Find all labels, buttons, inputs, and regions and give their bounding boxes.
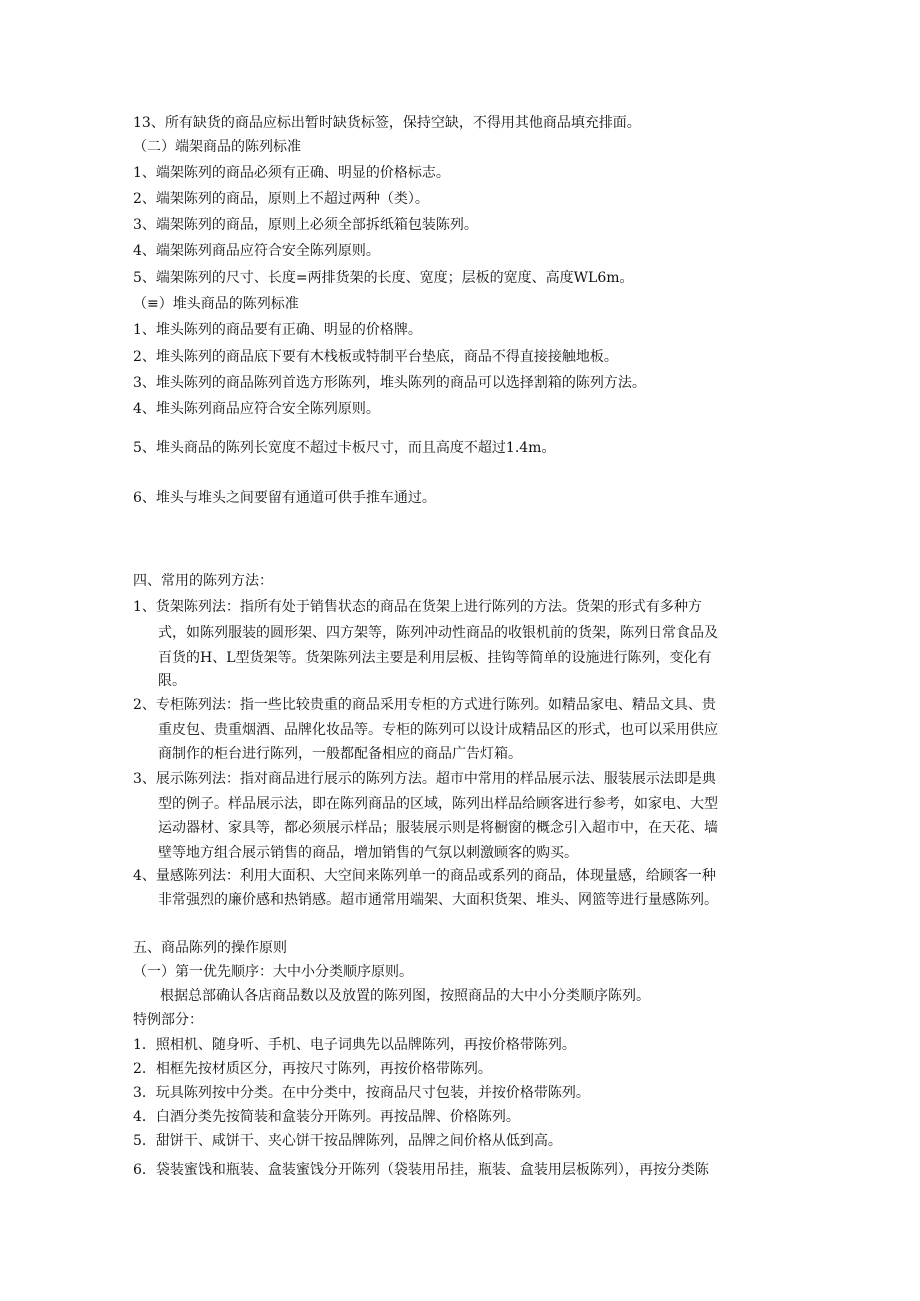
list-item: 1、堆头陈列的商品要有正确、明显的价格牌。 bbox=[133, 322, 422, 338]
section-heading: 五、商品陈列的操作原则 bbox=[133, 940, 287, 956]
list-item-continuation: 式，如陈列服装的圆形架、四方架等，陈列冲动性商品的收银机前的货架，陈列日常食品及 bbox=[158, 625, 718, 641]
list-item: 2、专柜陈列法：指一些比较贵重的商品采用专柜的方式进行陈列。如精品家电、精品文具、贵 bbox=[133, 697, 716, 713]
list-item: 1．照相机、随身听、手机、电子词典先以品牌陈列，再按价格带陈列。 bbox=[133, 1037, 576, 1053]
list-item-continuation: 运动器材、家具等，都必须展示样品；服装展示则是将橱窗的概念引入超市中，在天花、墙 bbox=[158, 820, 718, 836]
list-item-continuation: 商制作的柜台进行陈列，一般都配备相应的商品广告灯箱。 bbox=[158, 746, 522, 762]
list-item-continuation: 型的例子。样品展示法，即在陈列商品的区域，陈列出样品给顾客进行参考，如家电、大型 bbox=[158, 796, 718, 812]
list-item: 6．袋装蜜饯和瓶装、盒装蜜饯分开陈列（袋装用吊挂，瓶装、盒装用层板陈列），再按分类陈 bbox=[133, 1162, 709, 1178]
list-item: 5、堆头商品的陈列长宽度不超过卡板尺寸，而且高度不超过1.4m。 bbox=[133, 440, 556, 456]
list-item-continuation: 百货的H、L型货架等。货架陈列法主要是利用层板、挂钩等简单的设施进行陈列，变化有 bbox=[158, 650, 712, 666]
section-heading: （二）端架商品的陈列标准 bbox=[133, 139, 301, 155]
list-item: 5、端架陈列的尺寸、长度=两排货架的长度、宽度；层板的宽度、高度WL6m。 bbox=[133, 270, 634, 286]
list-item: 3、展示陈列法：指对商品进行展示的陈列方法。超市中常用的样品展示法、服装展示法即是典 bbox=[133, 771, 716, 787]
list-item-continuation: 壁等地方组合展示销售的商品，增加销售的气氛以刺激顾客的购买。 bbox=[158, 845, 578, 861]
list-item: 2、端架陈列的商品，原则上不超过两种（类）。 bbox=[133, 191, 429, 207]
list-item: 1、货架陈列法：指所有处于销售状态的商品在货架上进行陈列的方法。货架的形式有多种方 bbox=[133, 599, 702, 615]
list-item: 4、端架陈列商品应符合安全陈列原则。 bbox=[133, 243, 380, 259]
sub-heading: （一）第一优先顺序：大中小分类顺序原则。 bbox=[133, 964, 413, 980]
list-item: 1、端架陈列的商品必须有正确、明显的价格标志。 bbox=[133, 165, 450, 181]
list-item-continuation: 重皮包、贵重烟酒、品牌化妆品等。专柜的陈列可以设计成精品区的形式，也可以采用供应 bbox=[158, 722, 718, 738]
list-item: 4．白酒分类先按简装和盒装分开陈列。再按品牌、价格陈列。 bbox=[133, 1109, 520, 1125]
text-line: 13、所有缺货的商品应标出暂时缺货标签，保持空缺，不得用其他商品填充排面。 bbox=[133, 115, 641, 131]
list-item: 4、量感陈列法：利用大面积、大空间来陈列单一的商品或系列的商品，体现量感，给顾客一种 bbox=[133, 868, 716, 884]
list-item: 3．玩具陈列按中分类。在中分类中，按商品尺寸包装，并按价格带陈列。 bbox=[133, 1085, 590, 1101]
section-heading: 四、常用的陈列方法： bbox=[133, 573, 273, 589]
list-item-continuation: 非常强烈的廉价感和热销感。超市通常用端架、大面积货架、堆头、网篮等进行量感陈列。 bbox=[158, 892, 718, 908]
section-heading: （≡）堆头商品的陈列标准 bbox=[133, 296, 299, 312]
sub-heading: 特例部分： bbox=[133, 1012, 203, 1028]
paragraph: 根据总部确认各店商品数以及放置的陈列图，按照商品的大中小分类顺序陈列。 bbox=[160, 988, 650, 1004]
list-item: 5．甜饼干、咸饼干、夹心饼干按品牌陈列，品牌之间价格从低到高。 bbox=[133, 1133, 562, 1149]
list-item: 4、堆头陈列商品应符合安全陈列原则。 bbox=[133, 401, 380, 417]
list-item: 3、端架陈列的商品，原则上必须全部拆纸箱包装陈列。 bbox=[133, 217, 478, 233]
list-item: 3、堆头陈列的商品陈列首选方形陈列，堆头陈列的商品可以选择割箱的陈列方法。 bbox=[133, 375, 646, 391]
list-item: 2．相框先按材质区分，再按尺寸陈列，再按价格带陈列。 bbox=[133, 1061, 492, 1077]
list-item: 6、堆头与堆头之间要留有通道可供手推车通过。 bbox=[133, 490, 436, 506]
list-item: 2、堆头陈列的商品底下要有木栈板或特制平台垫底，商品不得直接接触地板。 bbox=[133, 349, 618, 365]
list-item-continuation: 限。 bbox=[158, 673, 186, 689]
